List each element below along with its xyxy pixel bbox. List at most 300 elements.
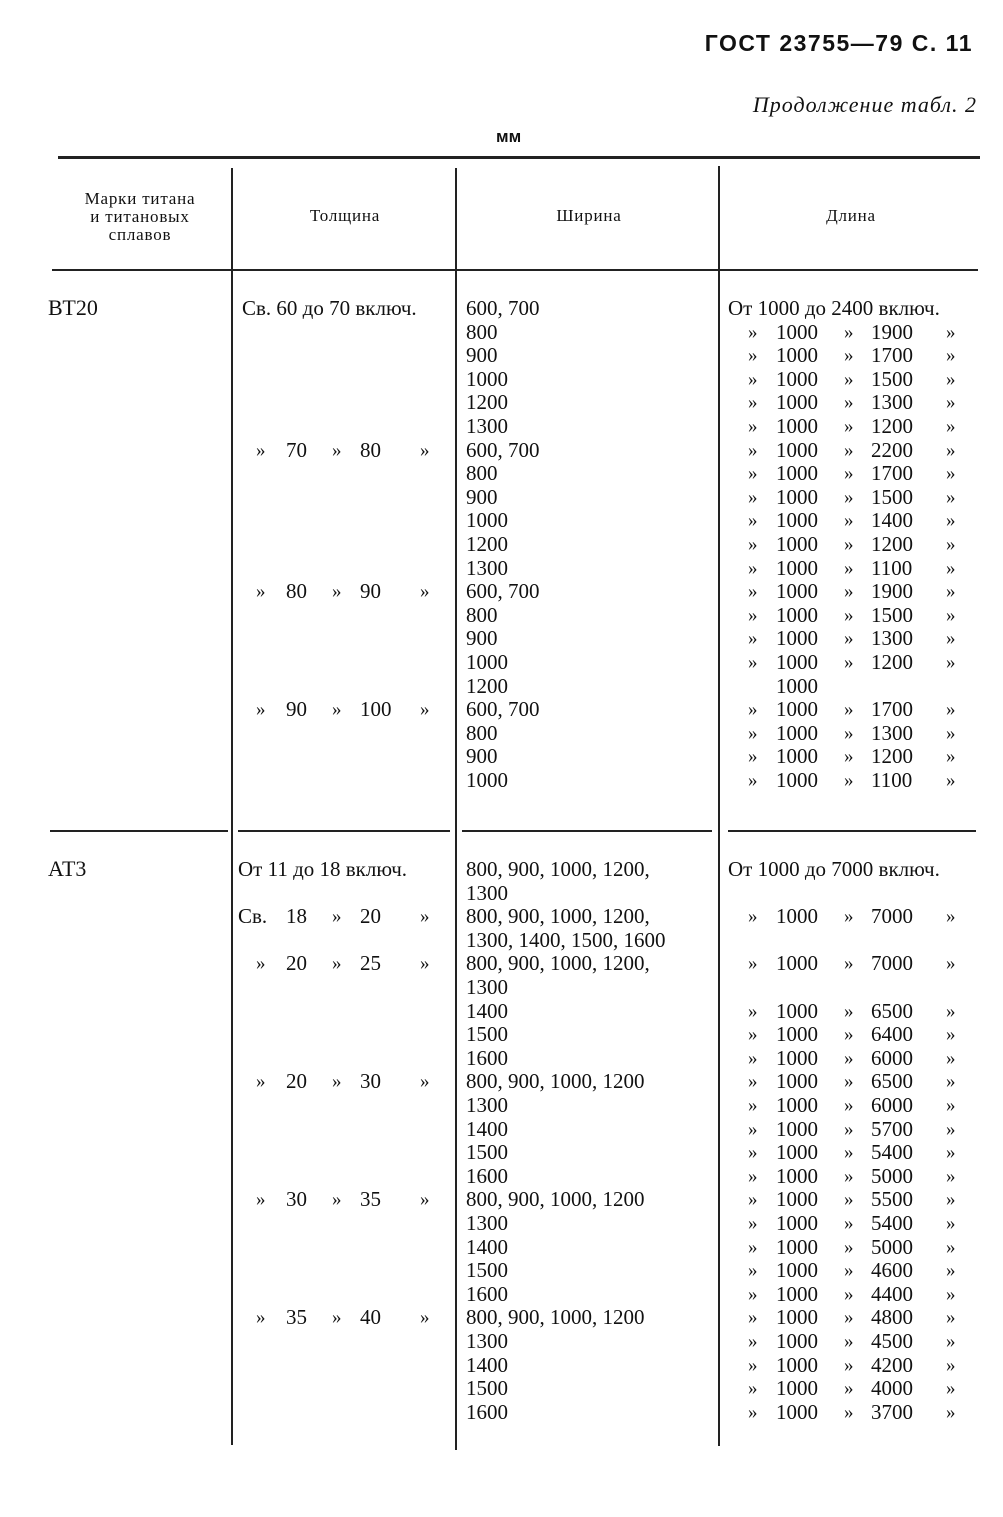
length-number: 5400 [871,1140,913,1165]
length-number: 4000 [871,1376,913,1401]
length-number: 1000 [776,650,818,674]
length-number: 1100 [871,768,913,792]
ditto-mark: » [420,1189,430,1211]
ditto-mark: » [844,557,854,579]
length-number: 1200 [871,532,913,556]
ditto-mark: » [748,439,758,461]
length-number: 6500 [871,1069,913,1094]
ditto-mark: » [748,1354,758,1376]
ditto-mark: » [332,953,342,975]
length-number: 1000 [776,1140,818,1165]
thickness-range [236,439,456,463]
width-value: 1300 [466,555,508,580]
length-value [728,1023,980,1047]
length-value [728,1283,980,1307]
length-number: 7000 [871,951,913,976]
ditto-mark: » [420,1071,430,1093]
width-value: 1400 [466,1234,508,1259]
width-value: 800 [466,319,498,344]
length-number: 1000 [776,720,818,745]
width-value: 800, 900, 1000, 1200 [466,1069,645,1094]
length-number: 1000 [776,579,818,604]
ditto-mark: » [332,1071,342,1093]
width-value: 1300, 1400, 1500, 1600 [466,927,666,952]
thickness-number: 90 [286,697,307,722]
length-value [728,675,980,699]
thickness-number: 80 [360,437,381,462]
ditto-mark: » [946,1189,956,1211]
length-number: 1300 [871,720,913,745]
length-number: 1000 [776,1045,818,1070]
length-number: 1000 [776,1376,818,1401]
ditto-mark: » [946,581,956,603]
length-number: 1000 [776,366,818,391]
column-header-grade [50,190,230,244]
ditto-mark: » [946,628,956,650]
ditto-mark: » [844,368,854,390]
ditto-mark: » [748,1401,758,1423]
ditto-mark: » [748,321,758,343]
unit-label: мм [496,127,522,146]
ditto-mark: » [946,463,956,485]
thickness-number: Св. [238,904,268,929]
length-value: От 1000 до 2400 включ. [728,296,940,320]
thickness-number: 40 [360,1305,381,1330]
length-number: 5400 [871,1211,913,1235]
ditto-mark: » [946,604,956,626]
width-value: 900 [466,343,498,368]
width-value: 1600 [466,1281,508,1306]
width-value: 900 [466,626,498,651]
ditto-mark: » [946,439,956,461]
ditto-mark: » [946,1095,956,1116]
length-number: 1000 [776,343,818,368]
length-number: 4600 [871,1258,913,1283]
width-value: 1400 [466,998,508,1023]
width-value: 1000 [466,650,508,674]
width-value: 1400 [466,1352,508,1377]
ditto-mark: » [844,1165,854,1187]
width-value: 1500 [466,1258,508,1283]
table-top-rule [58,156,980,159]
length-value [728,415,980,439]
ditto-mark: » [844,534,854,555]
ditto-mark: » [946,1024,956,1046]
length-number: 1000 [776,1399,818,1424]
width-value: 1600 [466,1163,508,1188]
ditto-mark: » [748,1095,758,1116]
ditto-mark: » [844,1283,854,1305]
ditto-mark: » [332,581,342,603]
ditto-mark: » [946,699,956,721]
length-number: 4200 [871,1352,913,1377]
ditto-mark: » [748,534,758,555]
column-header-grade-line: и титановых [90,207,190,226]
length-number: 1000 [776,508,818,533]
length-value [728,580,980,604]
length-number: 1300 [871,626,913,651]
ditto-mark: » [844,652,854,673]
thickness-number: 35 [286,1305,307,1330]
thickness-number: 20 [286,951,307,976]
ditto-mark: » [748,510,758,532]
length-number: 1000 [776,1305,818,1330]
ditto-mark: » [844,486,854,508]
width-value: 800 [466,461,498,486]
ditto-mark: » [844,699,854,721]
ditto-mark: » [332,906,342,928]
width-value: 1000 [466,768,508,792]
length-number: 1000 [776,1163,818,1188]
ditto-mark: » [844,1000,854,1022]
ditto-mark: » [748,604,758,626]
ditto-mark: » [946,1236,956,1258]
thickness-range [236,698,456,722]
ditto-mark: » [844,1118,854,1140]
width-value: 900 [466,484,498,509]
ditto-mark: » [256,1189,266,1211]
width-value: 1300 [466,880,508,905]
thickness-range: От 11 до 18 включ. [238,857,408,881]
length-number: 1000 [776,437,818,462]
ditto-mark: » [420,953,430,975]
length-number: 1000 [776,532,818,556]
length-value [728,905,980,929]
length-value [728,1330,980,1354]
length-number: 1000 [776,414,818,438]
width-value: 800 [466,720,498,745]
width-value: 900 [466,744,498,769]
length-value [728,344,980,368]
ditto-mark: » [748,1024,758,1046]
ditto-mark: » [946,416,956,437]
ditto-mark: » [844,345,854,367]
length-number: 7000 [871,904,913,929]
ditto-mark: » [946,746,956,768]
ditto-mark: » [748,770,758,791]
length-value [728,1212,980,1236]
length-number: 1100 [871,555,913,580]
ditto-mark: » [748,746,758,768]
thickness-number: 30 [360,1069,381,1094]
thickness-number: 18 [286,904,307,929]
length-value [728,321,980,345]
width-value: 1300 [466,414,508,438]
ditto-mark: » [844,510,854,532]
length-value [728,1070,980,1094]
length-value [728,1000,980,1024]
width-value: 600, 700 [466,437,540,462]
length-number: 3700 [871,1399,913,1424]
thickness-number: 90 [360,579,381,604]
ditto-mark: » [256,439,266,461]
width-value: 1300 [466,1211,508,1235]
width-value: 1300 [466,975,508,999]
thickness-range [236,1306,456,1330]
length-number: 1000 [776,484,818,509]
ditto-mark: » [946,652,956,673]
length-number: 1300 [871,390,913,415]
ditto-mark: » [946,1307,956,1329]
length-value [728,509,980,533]
ditto-mark: » [748,699,758,721]
width-value: 1000 [466,508,508,533]
length-number: 1900 [871,319,913,344]
ditto-mark: » [844,1213,854,1234]
ditto-mark: » [844,581,854,603]
ditto-mark: » [748,1118,758,1140]
length-value [728,698,980,722]
length-number: 1000 [776,461,818,486]
ditto-mark: » [946,953,956,975]
ditto-mark: » [946,1000,956,1022]
ditto-mark: » [256,581,266,603]
length-number: 1000 [776,626,818,651]
length-number: 4400 [871,1281,913,1306]
thickness-number: 20 [286,1069,307,1094]
ditto-mark: » [748,652,758,673]
length-number: 5700 [871,1116,913,1141]
ditto-mark: » [844,1378,854,1400]
length-number: 1000 [776,1093,818,1117]
length-number: 1000 [776,904,818,929]
thickness-range: Св. 60 до 70 включ. [242,296,417,320]
ditto-mark: » [748,581,758,603]
ditto-mark: » [844,722,854,744]
length-value [728,722,980,746]
ditto-mark: » [748,1189,758,1211]
length-value [728,439,980,463]
column-divider-1 [231,168,233,1445]
length-number: 1000 [776,602,818,627]
width-value: 600, 700 [466,697,540,722]
ditto-mark: » [844,604,854,626]
ditto-mark: » [844,1024,854,1046]
width-value: 800, 900, 1000, 1200, [466,951,650,976]
length-number: 1700 [871,697,913,722]
ditto-mark: » [946,770,956,791]
thickness-range [236,905,456,929]
length-value [728,1401,980,1425]
length-value [728,1306,980,1330]
length-number: 1000 [776,1329,818,1353]
ditto-mark: » [946,1401,956,1423]
ditto-mark: » [946,1331,956,1352]
ditto-mark: » [844,321,854,343]
width-value: 800, 900, 1000, 1200 [466,1187,645,1212]
length-number: 1000 [776,1022,818,1047]
ditto-mark: » [844,1331,854,1352]
width-value: 1300 [466,1093,508,1117]
length-number: 1000 [776,390,818,415]
ditto-mark: » [748,392,758,414]
length-value [728,1141,980,1165]
length-number: 1500 [871,366,913,391]
ditto-mark: » [946,1283,956,1305]
length-number: 1000 [776,673,818,698]
ditto-mark: » [946,510,956,532]
width-value: 1200 [466,532,508,556]
length-value [728,1047,980,1071]
length-number: 1000 [776,1234,818,1259]
length-number: 1000 [776,768,818,792]
length-number: 1000 [776,951,818,976]
ditto-mark: » [844,392,854,414]
ditto-mark: » [748,463,758,485]
width-value: 1600 [466,1045,508,1070]
ditto-mark: » [748,722,758,744]
length-value [728,1165,980,1189]
ditto-mark: » [748,1071,758,1093]
ditto-mark: » [946,1047,956,1069]
thickness-number: 70 [286,437,307,462]
width-value: 800, 900, 1000, 1200 [466,1305,645,1330]
ditto-mark: » [946,1213,956,1234]
ditto-mark: » [748,1142,758,1164]
ditto-mark: » [748,1331,758,1352]
length-number: 5500 [871,1187,913,1212]
ditto-mark: » [256,953,266,975]
ditto-mark: » [748,1260,758,1282]
length-number: 1700 [871,461,913,486]
group-divider-width [462,830,712,832]
thickness-range [236,1188,456,1212]
length-number: 6000 [871,1093,913,1117]
ditto-mark: » [844,439,854,461]
ditto-mark: » [844,1095,854,1116]
ditto-mark: » [946,392,956,414]
length-number: 1900 [871,579,913,604]
ditto-mark: » [844,770,854,791]
width-value: 600, 700 [466,579,540,604]
ditto-mark: » [946,534,956,555]
ditto-mark: » [332,439,342,461]
ditto-mark: » [748,557,758,579]
ditto-mark: » [844,463,854,485]
group-divider-length [728,830,976,832]
length-value [728,745,980,769]
ditto-mark: » [748,368,758,390]
ditto-mark: » [332,699,342,721]
ditto-mark: » [946,345,956,367]
length-number: 1000 [776,1069,818,1094]
column-header-width: Ширина [556,206,622,225]
length-value [728,557,980,581]
ditto-mark: » [844,628,854,650]
length-value [728,1118,980,1142]
ditto-mark: » [946,557,956,579]
length-number: 1500 [871,602,913,627]
thickness-number: 20 [360,904,381,929]
group-divider-grade [50,830,228,832]
ditto-mark: » [748,628,758,650]
width-value: 1500 [466,1022,508,1047]
length-value [728,1354,980,1378]
thickness-range [236,1070,456,1094]
length-number: 1200 [871,414,913,438]
grade-label: ВТ20 [48,295,98,320]
thickness-number: 80 [286,579,307,604]
length-value [728,462,980,486]
length-number: 6500 [871,998,913,1023]
width-value: 600, 700 [466,296,540,320]
length-value [728,651,980,675]
length-number: 5000 [871,1163,913,1188]
ditto-mark: » [332,1307,342,1329]
column-divider-2 [455,168,457,1450]
length-value [728,391,980,415]
length-number: 1000 [776,1211,818,1235]
ditto-mark: » [748,1165,758,1187]
length-number: 5000 [871,1234,913,1259]
ditto-mark: » [420,699,430,721]
ditto-mark: » [946,906,956,928]
ditto-mark: » [844,1260,854,1282]
ditto-mark: » [946,486,956,508]
ditto-mark: » [844,1189,854,1211]
ditto-mark: » [420,581,430,603]
length-number: 1000 [776,1187,818,1212]
ditto-mark: » [748,1307,758,1329]
length-number: 1200 [871,650,913,674]
length-value [728,604,980,628]
ditto-mark: » [748,416,758,437]
length-number: 2200 [871,437,913,462]
ditto-mark: » [946,1260,956,1282]
length-number: 1000 [776,998,818,1023]
ditto-mark: » [946,1071,956,1093]
ditto-mark: » [844,416,854,437]
length-number: 1000 [776,555,818,580]
length-number: 1000 [776,1116,818,1141]
length-value [728,1094,980,1118]
page-header: ГОСТ 23755—79 С. 11 [704,30,973,56]
length-value [728,1188,980,1212]
ditto-mark: » [844,1047,854,1069]
ditto-mark: » [748,1000,758,1022]
length-value [728,486,980,510]
column-header-grade-line: сплавов [108,225,172,244]
ditto-mark: » [748,906,758,928]
width-value: 1000 [466,366,508,391]
ditto-mark: » [748,953,758,975]
thickness-number: 100 [360,697,392,722]
length-number: 4800 [871,1305,913,1330]
ditto-mark: » [844,746,854,768]
ditto-mark: » [420,439,430,461]
ditto-mark: » [748,1047,758,1069]
thickness-number: 25 [360,951,381,976]
length-value [728,952,980,976]
width-value: 1200 [466,390,508,415]
length-number: 6400 [871,1022,913,1047]
ditto-mark: » [844,1142,854,1164]
width-value: 1500 [466,1140,508,1165]
header-bottom-rule [52,269,978,271]
ditto-mark: » [748,1213,758,1234]
ditto-mark: » [844,1354,854,1376]
column-divider-3 [718,166,720,1446]
length-value: От 1000 до 7000 включ. [728,857,940,881]
length-value [728,1377,980,1401]
ditto-mark: » [844,1071,854,1093]
thickness-number: 35 [360,1187,381,1212]
length-value [728,1259,980,1283]
length-number: 1500 [871,484,913,509]
ditto-mark: » [946,368,956,390]
width-value: 1400 [466,1116,508,1141]
length-value [728,769,980,793]
